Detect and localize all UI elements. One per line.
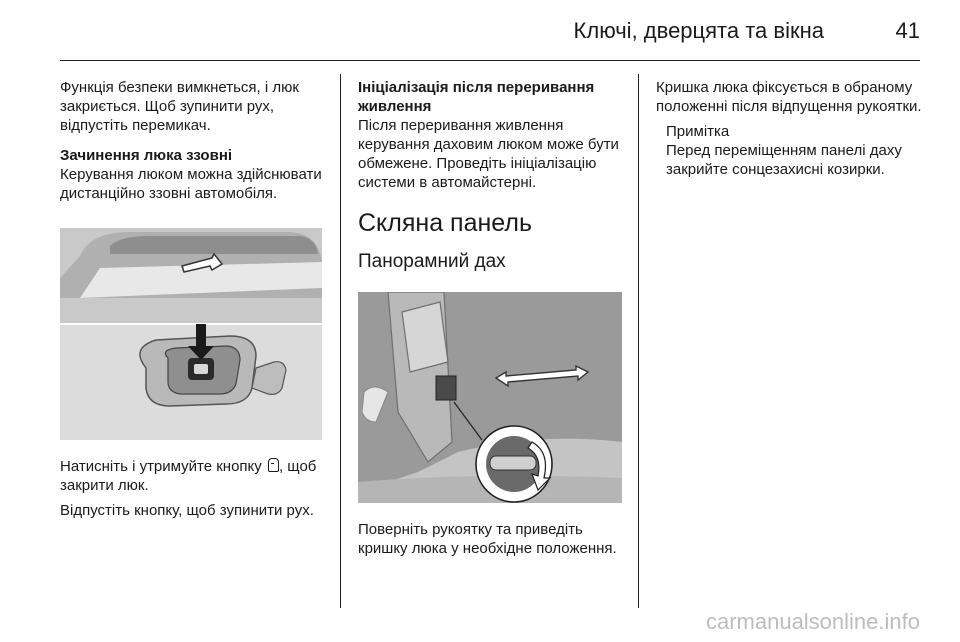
- header-divider: [60, 60, 920, 61]
- intro-paragraph: Функція безпеки вимкнеться, і люк закриється. Щоб зупинити рух, відпустіть перемикач.: [60, 79, 299, 134]
- column-2-lower: [358, 520, 624, 558]
- hatch-fix-paragraph: Кришка люка фіксується в обраному положенні після відпущення рукоятки.: [656, 79, 922, 115]
- column-3: [656, 78, 926, 179]
- press-hold-text-end: , щоб закрити люк.: [60, 458, 317, 494]
- panoramic-roof-illustration: [358, 292, 622, 503]
- remote-key-illustration: [60, 228, 322, 440]
- press-hold-instruction: [60, 457, 328, 495]
- initialization-paragraph: Після переривання живлення керування даховим люком може бути обмежене. Проведіть ініціалізацію системи в автомайстерні.: [358, 117, 619, 191]
- watermark: carmanualsonline.info: [705, 609, 920, 634]
- column-divider-1: [340, 74, 341, 608]
- hatch-lock-icon: [268, 458, 279, 472]
- section-heading-glass-panel: Скляна панель: [358, 209, 532, 237]
- page-number: 41: [895, 18, 920, 43]
- press-hold-text: Натисніть і утримуйте кнопку: [60, 458, 262, 475]
- note-text: Перед переміщенням панелі даху закрийте сонцезахисні козирки.: [666, 142, 902, 178]
- column-1-lower: [60, 457, 328, 520]
- release-instruction: Відпустіть кнопку, щоб зупинити рух.: [60, 502, 314, 519]
- figure-remote-key: [60, 228, 322, 440]
- note-block: [656, 122, 926, 179]
- section-heading-panoramic-roof: Панорамний дах: [358, 251, 506, 272]
- section-heading-exterior-close: Зачинення люка ззовні: [60, 147, 233, 164]
- exterior-close-paragraph: Керування люком можна здійснювати дистанційно ззовні автомобіля.: [60, 166, 322, 202]
- column-divider-2: [638, 74, 639, 608]
- section-heading-initialization: Ініціалізація після переривання живлення: [358, 79, 595, 115]
- figure-panoramic-roof: [358, 292, 622, 503]
- turn-handle-caption: Поверніть рукоятку та приведіть кришку люка у необхідне положення.: [358, 521, 617, 557]
- note-heading: Примітка: [666, 123, 730, 140]
- page-title: Ключі, дверцята та вікна: [573, 18, 824, 43]
- column-1: [60, 78, 328, 203]
- column-2: [358, 78, 624, 274]
